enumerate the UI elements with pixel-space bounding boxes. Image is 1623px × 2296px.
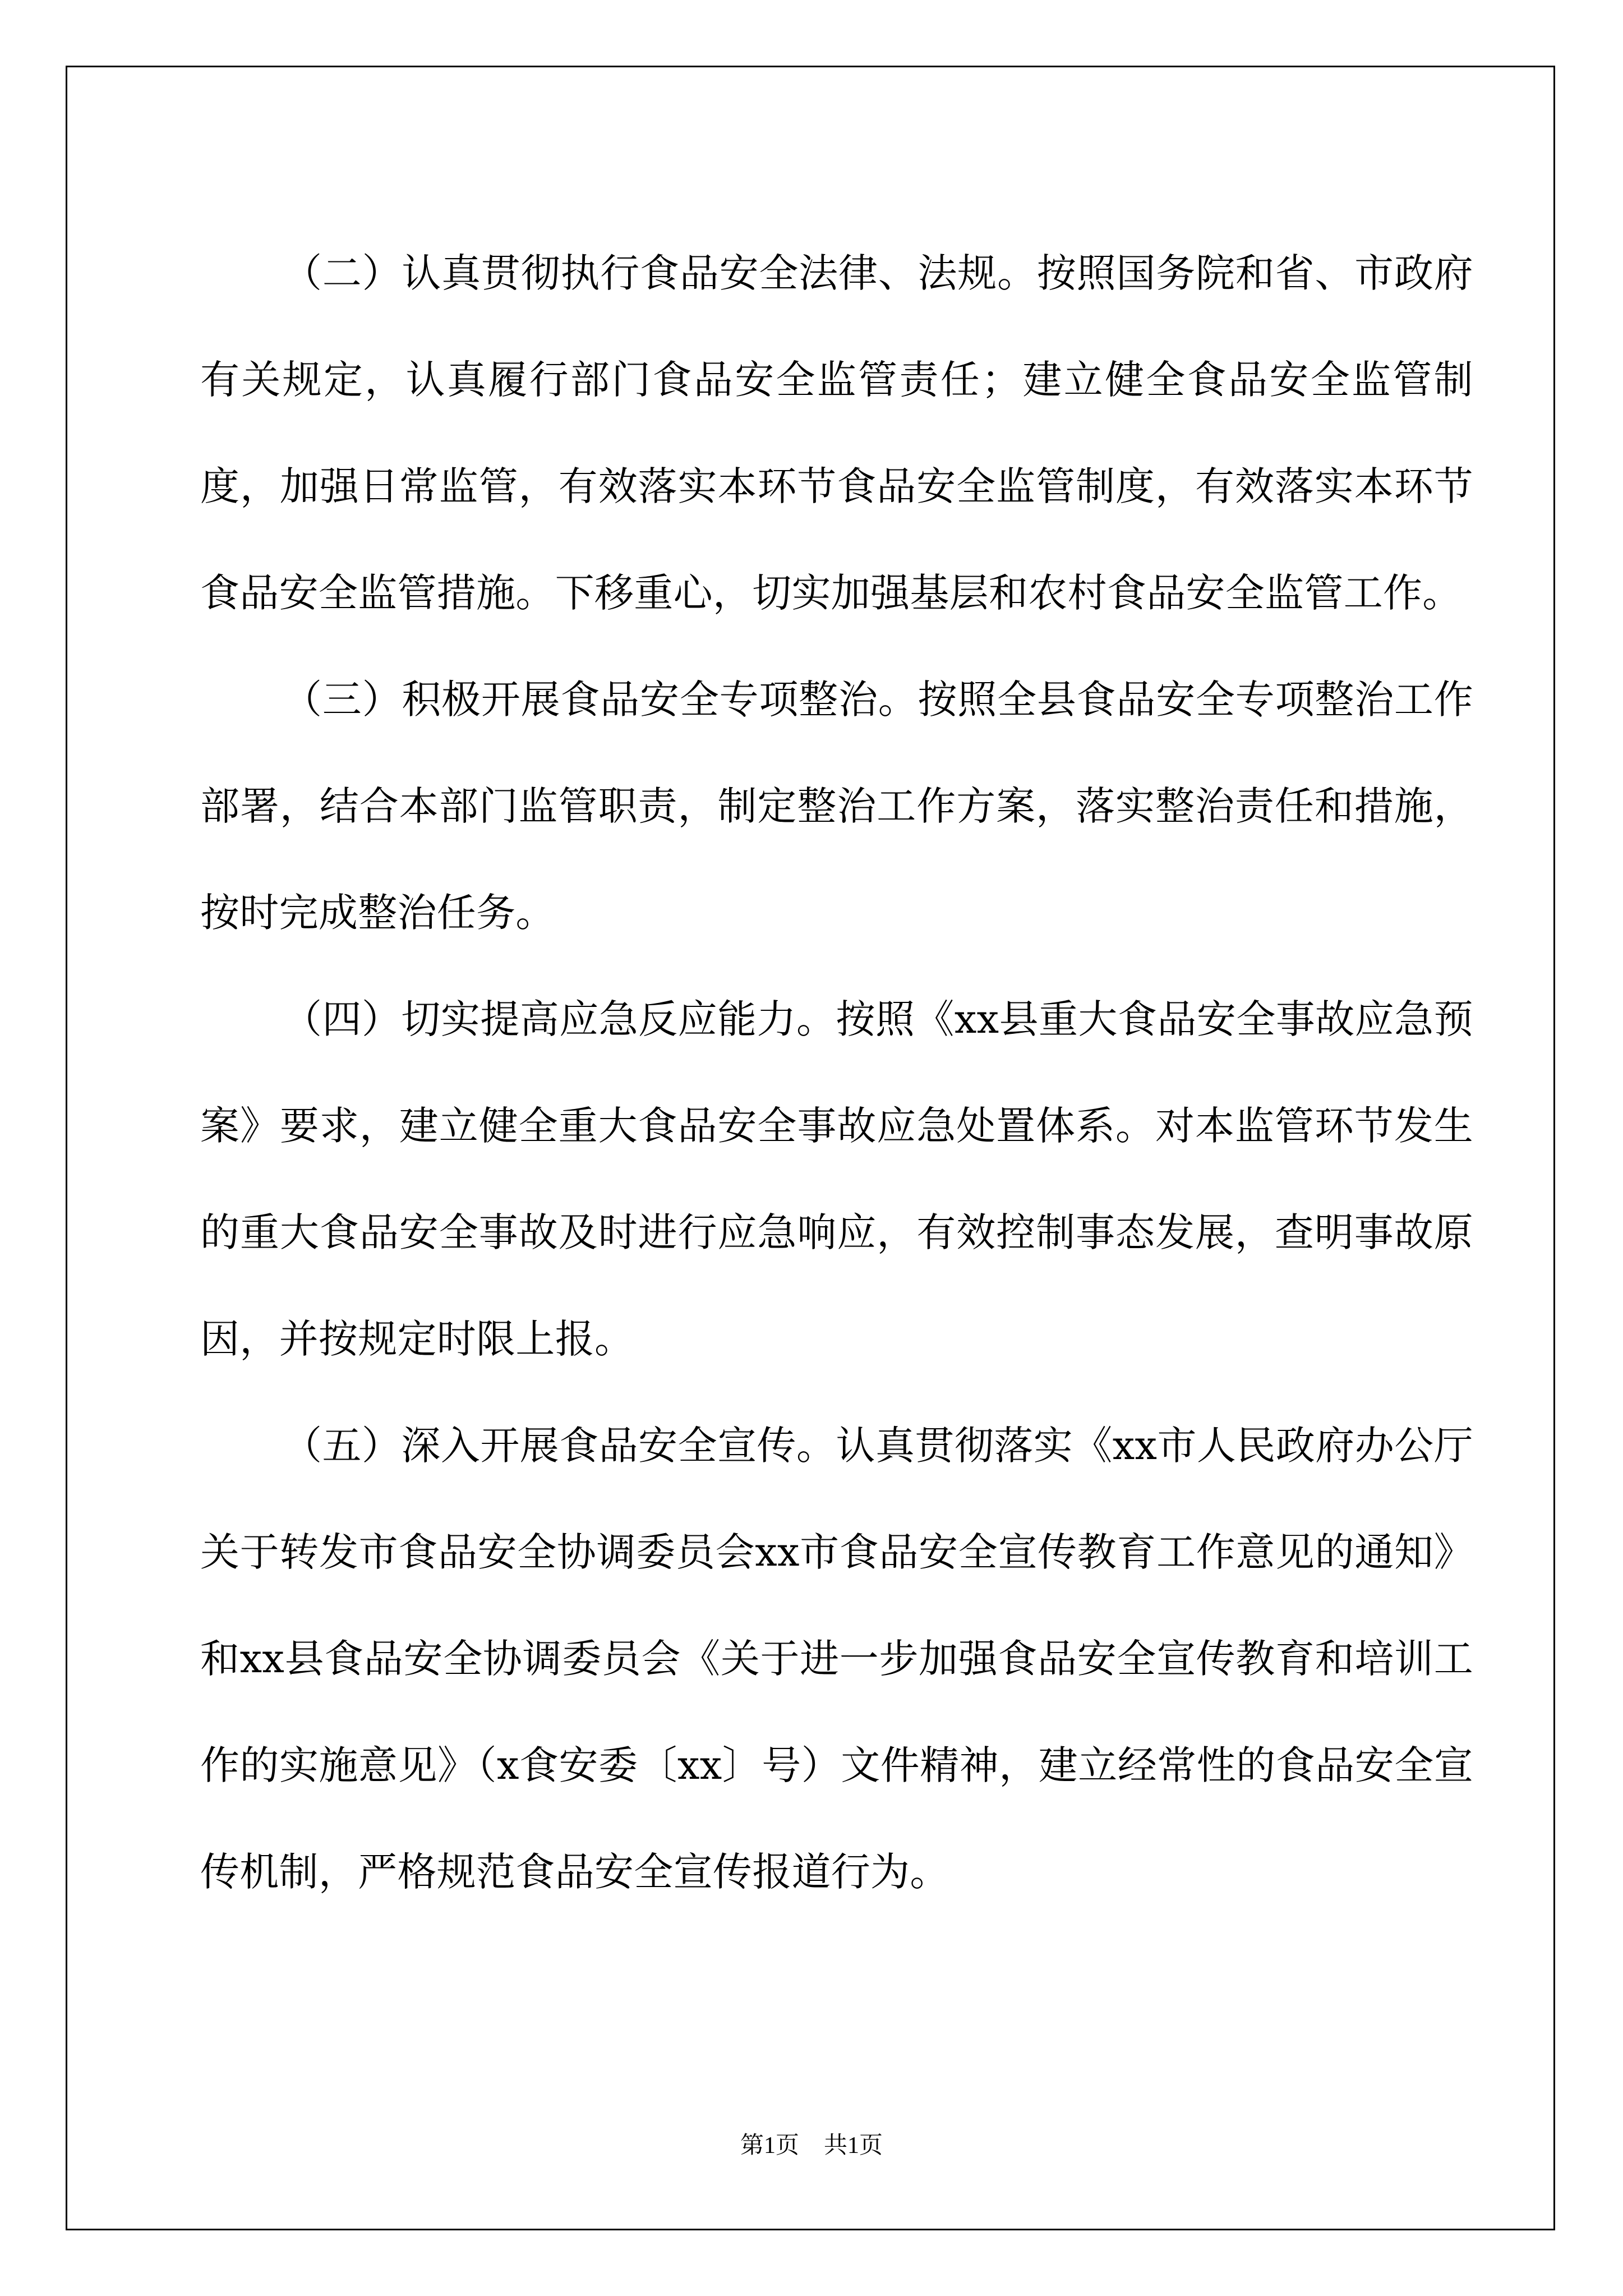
document-body (200, 220, 1473, 1925)
paragraph-5: （五）深入开展食品安全宣传。认真贯彻落实《xx市人民政府办公厅关于转发市食品安全协调委员会xx市食品安全宣传教育工作意见的通知》和xx县食品安全协调委员会《关于进一步加强食品安全宣传教育和培训工作的实施意见》（x食安委〔xx〕号）文件精神，建立经常性的食品安全宣传机制，严格规范食品安全宣传报道行为。 (200, 1423, 1473, 1895)
paragraph-3: （三）积极开展食品安全专项整治。按照全县食品安全专项整治工作部署，结合本部门监管职责，制定整治工作方案，落实整治责任和措施，按时完成整治任务。 (200, 677, 1473, 936)
page-number-total: 共1页 (824, 2133, 883, 2159)
page-footer (0, 2129, 1623, 2162)
page-number-current: 第1页 (740, 2133, 799, 2159)
paragraph-2: （二）认真贯彻执行食品安全法律、法规。按照国务院和省、市政府有关规定，认真履行部门食品安全监管责任；建立健全食品安全监管制度，加强日常监管，有效落实本环节食品安全监管制度，有效落实本环节食品安全监管措施。下移重心，切实加强基层和农村食品安全监管工作。 (200, 250, 1473, 616)
paragraph-4: （四）切实提高应急反应能力。按照《xx县重大食品安全事故应急预案》要求，建立健全重大食品安全事故应急处置体系。对本监管环节发生的重大食品安全事故及时进行应急响应，有效控制事态发展，查明事故原因，并按规定时限上报。 (200, 996, 1473, 1362)
